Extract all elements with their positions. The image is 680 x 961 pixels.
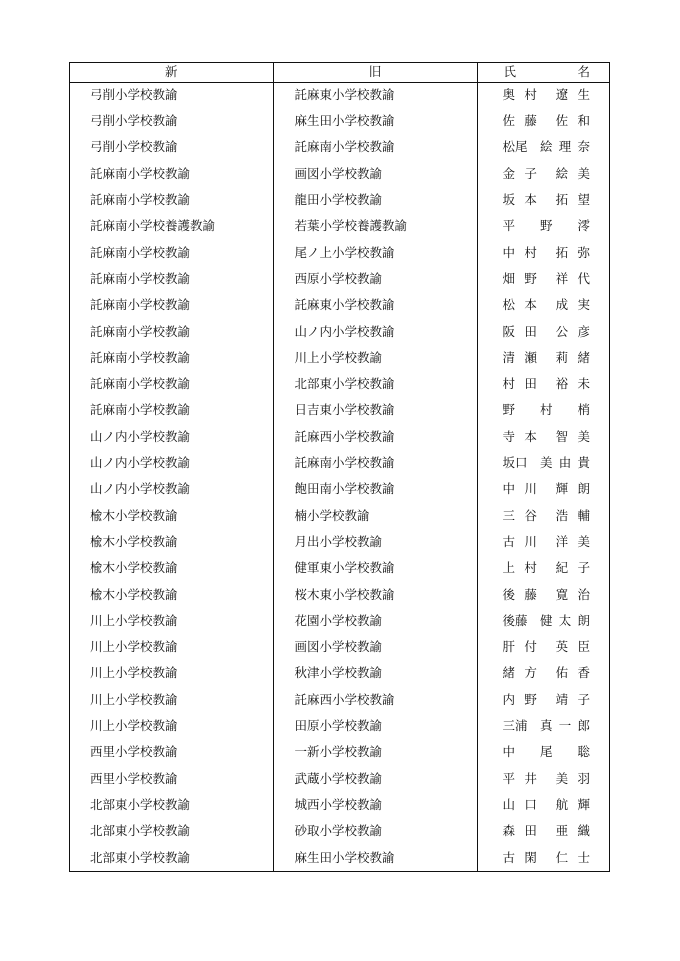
- person-name-char: 公: [555, 323, 569, 339]
- new-position-cell: 弓削小学校教諭: [70, 82, 273, 108]
- old-position-cell: 桜木東小学校教諭: [273, 582, 477, 608]
- person-name-char: 上: [502, 560, 516, 576]
- person-name-char: 由: [558, 455, 572, 471]
- person-name-char: 美: [577, 428, 590, 444]
- person-name-char: 子: [577, 691, 590, 707]
- header-row: [70, 63, 609, 82]
- person-name-char: 成: [555, 297, 569, 313]
- person-name-char: 中: [502, 744, 516, 760]
- person-name-char: 本: [524, 192, 537, 208]
- person-name-char: 井: [524, 770, 537, 786]
- person-name: [502, 244, 591, 260]
- person-name-char: 谷: [524, 507, 537, 523]
- new-position-cell: 楡木小学校教諭: [70, 503, 273, 529]
- person-name-char: 平: [502, 218, 516, 234]
- old-position-cell: 山ノ内小学校教諭: [273, 319, 477, 345]
- person-name-cell: [477, 529, 609, 555]
- table-row: [70, 766, 609, 792]
- person-name-char: 和: [577, 113, 590, 129]
- person-name: [503, 115, 591, 128]
- new-position-cell: 楡木小学校教諭: [70, 555, 273, 581]
- person-name-char: 肝: [502, 639, 516, 655]
- old-position-cell: 託麻東小学校教諭: [273, 292, 477, 318]
- person-name: [502, 533, 591, 549]
- header-old-position: 旧: [273, 63, 477, 82]
- old-position-cell: 秋津小学校教諭: [273, 661, 477, 687]
- personnel-transfer-table: [70, 63, 609, 871]
- person-name-char: 村: [524, 560, 537, 576]
- table-row: [70, 240, 609, 266]
- person-name: [502, 507, 591, 523]
- old-position-cell: 一新小学校教諭: [273, 739, 477, 765]
- new-position-cell: 川上小学校教諭: [70, 713, 273, 739]
- person-name-char: 藤: [524, 113, 537, 129]
- person-name-cell: [477, 82, 609, 108]
- person-name-cell: [477, 818, 609, 844]
- person-name-char: 輔: [577, 507, 590, 523]
- person-name-char: 本: [524, 428, 537, 444]
- old-position-cell: 託麻南小学校教諭: [273, 450, 477, 476]
- new-position-cell: 託麻南小学校教諭: [70, 161, 273, 187]
- person-name-cell: [477, 739, 609, 765]
- person-name-cell: [477, 582, 609, 608]
- old-position-cell: 月出小学校教諭: [273, 529, 477, 555]
- old-position-cell: 画図小学校教諭: [273, 634, 477, 660]
- person-name-char: 美: [577, 533, 590, 549]
- person-name-cell: [477, 766, 609, 792]
- person-name-char: 口: [524, 796, 537, 812]
- person-name-cell: [477, 608, 609, 634]
- old-position-cell: 託麻西小学校教諭: [273, 424, 477, 450]
- old-position-cell: 城西小学校教諭: [273, 792, 477, 818]
- person-name-char: 寺: [502, 428, 516, 444]
- person-name-char: 川: [524, 533, 537, 549]
- person-name-char: 坂: [502, 192, 516, 208]
- old-position-cell: 花園小学校教諭: [273, 608, 477, 634]
- person-name-char: 弥: [577, 244, 590, 260]
- person-name-char: 清: [502, 349, 516, 365]
- new-position-cell: 川上小学校教諭: [70, 687, 273, 713]
- person-name-char: 澪: [577, 218, 590, 234]
- new-position-cell: 楡木小学校教諭: [70, 582, 273, 608]
- person-name-char: 羽: [577, 770, 590, 786]
- person-name-char: 健: [539, 612, 553, 628]
- header-name: [477, 63, 609, 82]
- old-position-cell: 託麻南小学校教諭: [273, 135, 477, 161]
- person-name-cell: [477, 792, 609, 818]
- old-position-cell: 麻生田小学校教諭: [273, 108, 477, 134]
- table-row: [70, 292, 609, 318]
- person-name-cell: [477, 424, 609, 450]
- old-position-cell: 健軍東小学校教諭: [273, 555, 477, 581]
- person-name-char: 坂口: [502, 455, 528, 471]
- person-name-char: 三: [502, 507, 516, 523]
- old-position-cell: 尾ノ上小学校教諭: [273, 240, 477, 266]
- person-name-cell: [477, 687, 609, 713]
- new-position-cell: 山ノ内小学校教諭: [70, 424, 273, 450]
- person-name-cell: [477, 398, 609, 424]
- old-position-cell: 砂取小学校教諭: [273, 818, 477, 844]
- table-row: [70, 555, 609, 581]
- person-name-char: 野: [524, 691, 537, 707]
- person-name-cell: [477, 213, 609, 239]
- table-row: [70, 739, 609, 765]
- person-name: [502, 849, 591, 865]
- person-name-cell: [477, 845, 609, 871]
- person-name: [503, 720, 591, 733]
- person-name-char: 治: [577, 586, 590, 602]
- person-name-cell: [477, 713, 609, 739]
- person-name-char: 莉: [555, 349, 569, 365]
- person-name-cell: [477, 187, 609, 213]
- person-name-char: 野: [502, 402, 516, 418]
- person-name-char: 航: [555, 796, 569, 812]
- person-name-char: 中: [502, 481, 516, 497]
- person-name-char: 内: [502, 691, 516, 707]
- person-name-char: 瀬: [524, 349, 537, 365]
- person-name-char: 靖: [555, 691, 569, 707]
- person-name-char: 佑: [555, 665, 569, 681]
- person-name-char: 美: [539, 455, 553, 471]
- header-name-part-2: 名: [577, 64, 590, 79]
- person-name-char: 佐: [555, 113, 569, 129]
- person-name-char: 未: [577, 376, 590, 392]
- person-name-char: 遼: [555, 87, 569, 103]
- person-name-char: 理: [558, 139, 572, 155]
- person-name-char: 村: [524, 87, 537, 103]
- new-position-cell: 託麻南小学校教諭: [70, 187, 273, 213]
- person-name-char: 緒: [577, 349, 590, 365]
- person-name: [503, 141, 591, 154]
- person-name: [503, 404, 591, 417]
- person-name-char: 香: [577, 665, 590, 681]
- new-position-cell: 楡木小学校教諭: [70, 529, 273, 555]
- old-position-cell: 託麻東小学校教諭: [273, 82, 477, 108]
- person-name-char: 洋: [555, 533, 569, 549]
- old-position-cell: 龍田小学校教諭: [273, 187, 477, 213]
- new-position-cell: 川上小学校教諭: [70, 661, 273, 687]
- person-name-char: 子: [577, 560, 590, 576]
- new-position-cell: 託麻南小学校養護教諭: [70, 213, 273, 239]
- person-name-char: 実: [577, 297, 590, 313]
- table-row: [70, 213, 609, 239]
- person-name: [502, 165, 591, 181]
- old-position-cell: 西原小学校教諭: [273, 266, 477, 292]
- person-name-char: 輝: [555, 481, 569, 497]
- new-position-cell: 西里小学校教諭: [70, 739, 273, 765]
- person-name-char: 中: [502, 244, 516, 260]
- table-row: [70, 319, 609, 345]
- person-name-char: 古: [502, 849, 516, 865]
- header-name-part-1: 氏: [503, 64, 517, 79]
- new-position-cell: 川上小学校教諭: [70, 608, 273, 634]
- person-name: [503, 562, 591, 575]
- table-row: [70, 187, 609, 213]
- table-row: [70, 818, 609, 844]
- person-name-char: 梢: [577, 402, 590, 418]
- new-position-cell: 弓削小学校教諭: [70, 135, 273, 161]
- person-name-char: 奈: [577, 139, 590, 155]
- table-row: [70, 266, 609, 292]
- person-name-char: 臣: [577, 639, 590, 655]
- person-name-char: 士: [577, 849, 590, 865]
- person-name-cell: [477, 135, 609, 161]
- table-row: [70, 608, 609, 634]
- person-name-char: 後: [502, 586, 516, 602]
- person-name-char: 閑: [524, 849, 537, 865]
- table-row: [70, 82, 609, 108]
- person-name: [503, 667, 591, 680]
- table-row: [70, 345, 609, 371]
- person-name-char: 拓: [555, 244, 569, 260]
- person-name-cell: [477, 661, 609, 687]
- person-name-char: 望: [577, 192, 590, 208]
- person-name-char: 緒: [502, 665, 516, 681]
- new-position-cell: 託麻南小学校教諭: [70, 292, 273, 318]
- person-name-char: 織: [577, 823, 590, 839]
- person-name-char: 仁: [555, 849, 569, 865]
- person-name-cell: [477, 345, 609, 371]
- person-name-char: 真: [539, 718, 553, 734]
- person-name-char: 後藤: [502, 612, 528, 628]
- person-name-cell: [477, 555, 609, 581]
- person-name-char: 佐: [502, 113, 516, 129]
- person-name-char: 山: [502, 796, 516, 812]
- person-name: [503, 825, 591, 838]
- old-position-cell: 川上小学校教諭: [273, 345, 477, 371]
- old-position-cell: 麻生田小学校教諭: [273, 845, 477, 871]
- person-name-char: 村: [524, 244, 537, 260]
- person-name-char: 本: [524, 297, 537, 313]
- person-name-char: 金: [502, 165, 516, 181]
- person-name-char: 田: [524, 323, 537, 339]
- person-name: [503, 299, 591, 312]
- person-name-char: 太: [558, 612, 572, 628]
- table-row: [70, 845, 609, 871]
- person-name-char: 阪: [502, 323, 516, 339]
- person-name-char: 三浦: [502, 718, 528, 734]
- person-name: [503, 483, 591, 496]
- person-name: [502, 323, 591, 339]
- new-position-cell: 山ノ内小学校教諭: [70, 450, 273, 476]
- person-name: [502, 796, 591, 812]
- person-name: [503, 746, 591, 759]
- person-name-cell: [477, 266, 609, 292]
- person-name-char: 貴: [577, 455, 590, 471]
- person-name-char: 寛: [555, 586, 569, 602]
- person-name-char: 尾: [539, 744, 553, 760]
- person-name-char: 子: [524, 165, 537, 181]
- person-name: [502, 770, 591, 786]
- person-name-char: 川: [524, 481, 537, 497]
- new-position-cell: 北部東小学校教諭: [70, 845, 273, 871]
- table-row: [70, 424, 609, 450]
- person-name-char: 古: [502, 533, 516, 549]
- person-name-char: 田: [524, 823, 537, 839]
- new-position-cell: 託麻南小学校教諭: [70, 240, 273, 266]
- person-name-cell: [477, 292, 609, 318]
- table-row: [70, 661, 609, 687]
- person-name-cell: [477, 634, 609, 660]
- person-name-char: 美: [555, 770, 569, 786]
- person-name-char: 野: [539, 218, 553, 234]
- person-name-char: 彦: [577, 323, 590, 339]
- table-row: [70, 161, 609, 187]
- person-name: [503, 378, 591, 391]
- person-name-char: 浩: [555, 507, 569, 523]
- person-name-char: 村: [502, 376, 516, 392]
- person-name-char: 松: [502, 297, 516, 313]
- person-name: [502, 586, 591, 602]
- person-name-cell: [477, 476, 609, 502]
- person-name-char: 紀: [555, 560, 569, 576]
- person-name-char: 方: [524, 665, 537, 681]
- person-name-char: 藤: [524, 586, 537, 602]
- table-row: [70, 108, 609, 134]
- person-name-char: 付: [524, 639, 537, 655]
- person-name-cell: [477, 161, 609, 187]
- person-name-char: 生: [577, 87, 590, 103]
- person-name-char: 英: [555, 639, 569, 655]
- new-position-cell: 託麻南小学校教諭: [70, 371, 273, 397]
- person-name-char: 拓: [555, 192, 569, 208]
- person-name-char: 松尾: [502, 139, 528, 155]
- person-name-char: 絵: [555, 165, 569, 181]
- person-name: [502, 612, 591, 628]
- person-name-char: 朗: [577, 481, 590, 497]
- new-position-cell: 託麻南小学校教諭: [70, 319, 273, 345]
- table-row: [70, 792, 609, 818]
- person-name-char: 智: [555, 428, 569, 444]
- new-position-cell: 託麻南小学校教諭: [70, 398, 273, 424]
- person-name-char: 美: [577, 165, 590, 181]
- table-row: [70, 450, 609, 476]
- table-body: [70, 82, 609, 871]
- old-position-cell: 画図小学校教諭: [273, 161, 477, 187]
- new-position-cell: 川上小学校教諭: [70, 634, 273, 660]
- table-row: [70, 634, 609, 660]
- person-name-char: 亜: [555, 823, 569, 839]
- person-name-char: 代: [577, 270, 590, 286]
- person-name: [503, 457, 591, 470]
- person-name-cell: [477, 108, 609, 134]
- table-row: [70, 687, 609, 713]
- person-name-cell: [477, 450, 609, 476]
- person-name: [503, 89, 591, 102]
- person-name: [502, 428, 591, 444]
- person-name-cell: [477, 371, 609, 397]
- person-name: [503, 220, 591, 233]
- person-name-cell: [477, 240, 609, 266]
- header-new-position: 新: [70, 63, 273, 82]
- person-name-char: 森: [502, 823, 516, 839]
- old-position-cell: 飽田南小学校教諭: [273, 476, 477, 502]
- person-name-char: 絵: [539, 139, 553, 155]
- person-name-char: 聡: [577, 744, 590, 760]
- person-name-char: 一: [558, 718, 572, 734]
- new-position-cell: 託麻南小学校教諭: [70, 266, 273, 292]
- person-name-char: 裕: [555, 376, 569, 392]
- person-name: [503, 641, 591, 654]
- person-name-char: 野: [524, 270, 537, 286]
- new-position-cell: 託麻南小学校教諭: [70, 345, 273, 371]
- new-position-cell: 弓削小学校教諭: [70, 108, 273, 134]
- table-row: [70, 371, 609, 397]
- old-position-cell: 日吉東小学校教諭: [273, 398, 477, 424]
- person-name-cell: [477, 503, 609, 529]
- old-position-cell: 田原小学校教諭: [273, 713, 477, 739]
- old-position-cell: 若葉小学校養護教諭: [273, 213, 477, 239]
- person-name-char: 田: [524, 376, 537, 392]
- old-position-cell: 北部東小学校教諭: [273, 371, 477, 397]
- person-name: [502, 270, 591, 286]
- person-name-char: 平: [502, 770, 516, 786]
- person-name-char: 朗: [577, 612, 590, 628]
- old-position-cell: 託麻西小学校教諭: [273, 687, 477, 713]
- table-row: [70, 135, 609, 161]
- old-position-cell: 楠小学校教諭: [273, 503, 477, 529]
- person-name: [503, 194, 591, 207]
- person-name-char: 畑: [502, 270, 516, 286]
- table-row: [70, 503, 609, 529]
- person-name: [502, 691, 591, 707]
- personnel-table-frame: [69, 62, 610, 872]
- table-header: [70, 63, 609, 82]
- person-name-char: 村: [539, 402, 553, 418]
- table-row: [70, 582, 609, 608]
- table-row: [70, 398, 609, 424]
- person-name: [502, 349, 591, 365]
- new-position-cell: 西里小学校教諭: [70, 766, 273, 792]
- person-name-cell: [477, 319, 609, 345]
- person-name-char: 祥: [555, 270, 569, 286]
- old-position-cell: 武蔵小学校教諭: [273, 766, 477, 792]
- table-row: [70, 476, 609, 502]
- person-name-char: 輝: [577, 796, 590, 812]
- person-name-char: 奥: [502, 87, 516, 103]
- person-name-char: 郎: [577, 718, 590, 734]
- table-row: [70, 529, 609, 555]
- new-position-cell: 北部東小学校教諭: [70, 792, 273, 818]
- new-position-cell: 山ノ内小学校教諭: [70, 476, 273, 502]
- table-row: [70, 713, 609, 739]
- new-position-cell: 北部東小学校教諭: [70, 818, 273, 844]
